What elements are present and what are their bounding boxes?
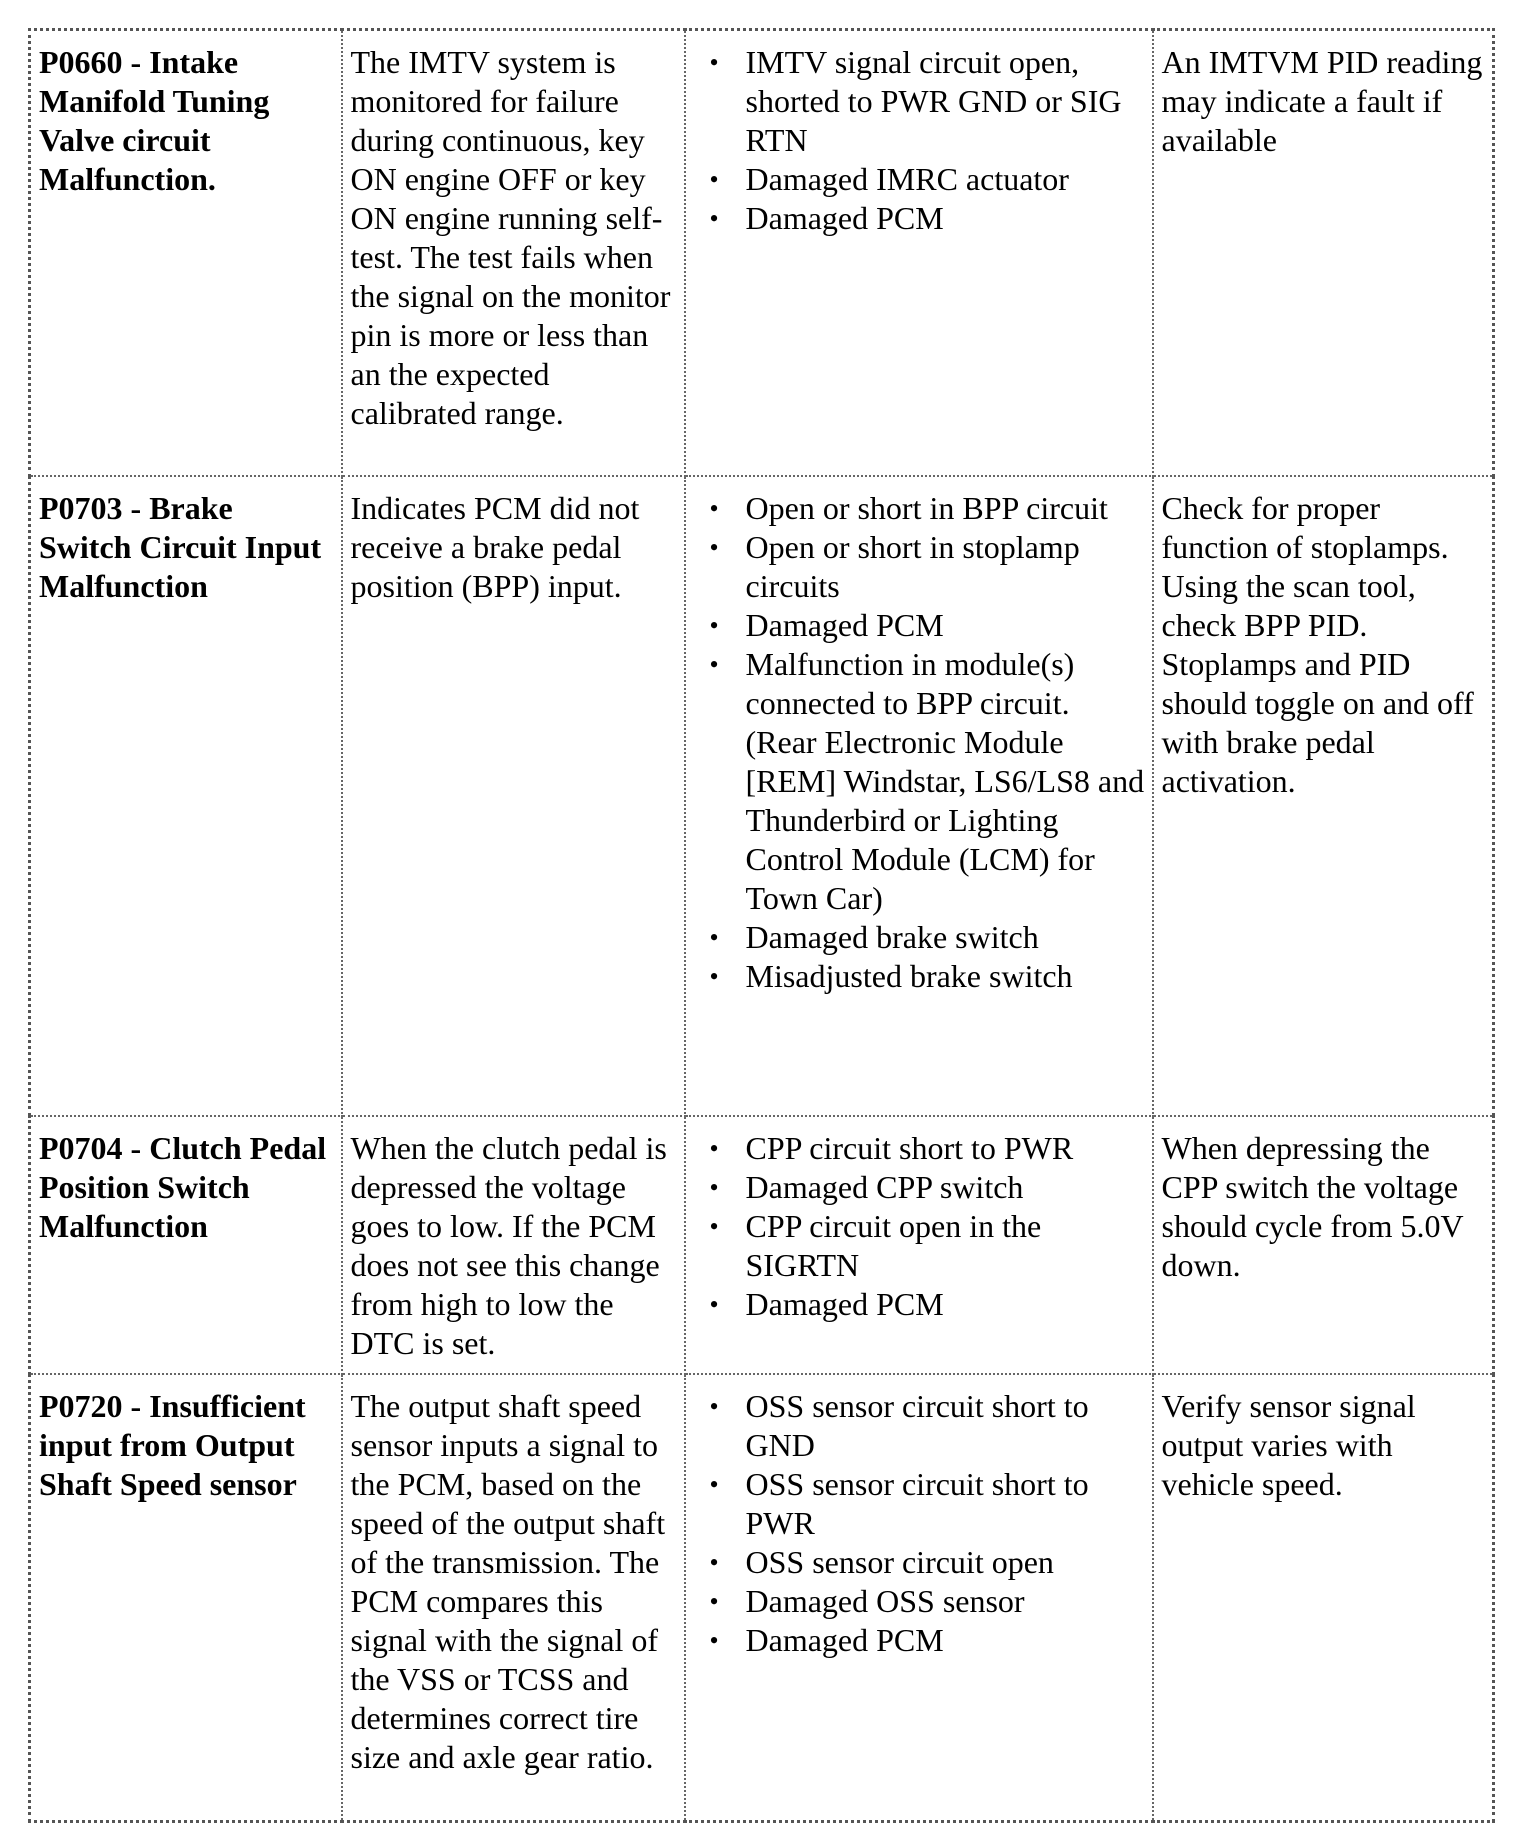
cause-item	[696, 1465, 1146, 1543]
causes-list	[696, 1129, 1146, 1324]
table-row-p0703	[30, 476, 1494, 1116]
cause-text: Damaged PCM	[745, 200, 944, 236]
cause-text: Damaged PCM	[745, 1621, 944, 1658]
cause-item	[696, 1207, 1146, 1285]
cause-item	[696, 1543, 1146, 1582]
cause-item	[696, 43, 1146, 160]
dtc-action-cell: Check for proper function of stoplamps. Using the scan tool, check BPP PID. Stoplamps and PID should toggle on and off with brake pedal activation.	[1153, 476, 1494, 1116]
dtc-code-cell: P0704 - Clutch Pedal Position Switch Malfunction	[30, 1116, 342, 1374]
bullet-icon: •	[709, 1469, 719, 1499]
cause-item	[696, 489, 1146, 528]
bullet-icon: •	[709, 649, 719, 679]
dtc-code-cell: P0660 - Intake Manifold Tuning Valve circuit Malfunction.	[30, 30, 342, 476]
cause-text: Damaged PCM	[745, 606, 944, 643]
dtc-description-cell: Indicates PCM did not receive a brake pedal position (BPP) input.	[342, 476, 685, 1116]
dtc-causes-cell	[685, 1374, 1153, 1822]
table-row-p0704	[30, 1116, 1494, 1374]
bullet-icon: •	[709, 204, 719, 233]
dtc-causes-cell	[685, 1116, 1153, 1374]
dtc-code-cell: P0703 - Brake Switch Circuit Input Malfunction	[30, 476, 342, 1116]
causes-list	[696, 43, 1146, 238]
cause-item	[696, 1387, 1146, 1465]
dtc-description-cell: When the clutch pedal is depressed the voltage goes to low. If the PCM does not see this change from high to low the DTC is set.	[342, 1116, 685, 1374]
bullet-icon: •	[709, 961, 719, 991]
dtc-description-cell: The IMTV system is monitored for failure during continuous, key ON engine OFF or key ON engine running self-test. The test fails when the signal on the monitor pin is more or less than an the expected calibrated range.	[342, 30, 685, 476]
cause-text: OSS sensor circuit short to GND	[745, 1387, 1089, 1463]
cause-text: IMTV signal circuit open, shorted to PWR GND or SIG RTN	[745, 44, 1122, 158]
dtc-description-cell: The output shaft speed sensor inputs a signal to the PCM, based on the speed of the output shaft of the transmission. The PCM compares this signal with the signal of the VSS or TCSS and determines correct tire size and axle gear ratio.	[342, 1374, 685, 1822]
bullet-icon: •	[709, 1547, 719, 1577]
bullet-icon: •	[709, 1391, 719, 1421]
cause-text: Damaged IMRC actuator	[745, 161, 1069, 197]
cause-item	[696, 1582, 1146, 1621]
bullet-icon: •	[709, 532, 719, 562]
cause-item	[696, 606, 1146, 645]
dtc-causes-cell	[685, 30, 1153, 476]
cause-text: Misadjusted brake switch	[745, 957, 1073, 994]
cause-text: CPP circuit short to PWR	[745, 1129, 1074, 1166]
dtc-table	[28, 28, 1495, 1823]
bullet-icon: •	[709, 922, 719, 952]
dtc-code-cell: P0720 - Insufficient input from Output Shaft Speed sensor	[30, 1374, 342, 1822]
cause-text: Damaged OSS sensor	[745, 1582, 1025, 1619]
cause-item	[696, 199, 1146, 238]
cause-text: Open or short in stoplamp circuits	[745, 528, 1080, 604]
cause-text: CPP circuit open in the SIGRTN	[745, 1207, 1042, 1283]
cause-text: Damaged PCM	[745, 1285, 944, 1322]
cause-item	[696, 918, 1146, 957]
table-row-p0660	[30, 30, 1494, 476]
dtc-action-cell: When depressing the CPP switch the voltage should cycle from 5.0V down.	[1153, 1116, 1494, 1374]
bullet-icon: •	[709, 1625, 719, 1655]
bullet-icon: •	[709, 1289, 719, 1319]
dtc-action-cell: An IMTVM PID reading may indicate a fault if available	[1153, 30, 1494, 476]
cause-text: Malfunction in module(s) connected to BPP circuit. (Rear Electronic Module [REM] Windstar, LS6/LS8 and Thunderbird or Lighting Control Module (LCM) for Town Car)	[745, 645, 1145, 916]
cause-item	[696, 528, 1146, 606]
bullet-icon: •	[709, 165, 719, 194]
cause-text: Damaged CPP switch	[745, 1168, 1024, 1205]
table-row-p0720	[30, 1374, 1494, 1822]
bullet-icon: •	[709, 493, 719, 523]
cause-text: Open or short in BPP circuit	[745, 489, 1108, 526]
cause-text: OSS sensor circuit short to PWR	[745, 1465, 1089, 1541]
cause-text: OSS sensor circuit open	[745, 1543, 1054, 1580]
bullet-icon: •	[709, 1586, 719, 1616]
bullet-icon: •	[709, 48, 719, 77]
cause-item	[696, 1285, 1146, 1324]
cause-text: Damaged brake switch	[745, 918, 1039, 955]
cause-item	[696, 160, 1146, 199]
cause-item	[696, 957, 1146, 996]
cause-item	[696, 645, 1146, 918]
dtc-action-cell: Verify sensor signal output varies with vehicle speed.	[1153, 1374, 1494, 1822]
causes-list	[696, 1387, 1146, 1660]
cause-item	[696, 1621, 1146, 1660]
cause-item	[696, 1168, 1146, 1207]
bullet-icon: •	[709, 1133, 719, 1163]
bullet-icon: •	[709, 1211, 719, 1241]
bullet-icon: •	[709, 1172, 719, 1202]
cause-item	[696, 1129, 1146, 1168]
dtc-causes-cell	[685, 476, 1153, 1116]
causes-list	[696, 489, 1146, 996]
bullet-icon: •	[709, 610, 719, 640]
dtc-table-body	[30, 30, 1494, 1822]
